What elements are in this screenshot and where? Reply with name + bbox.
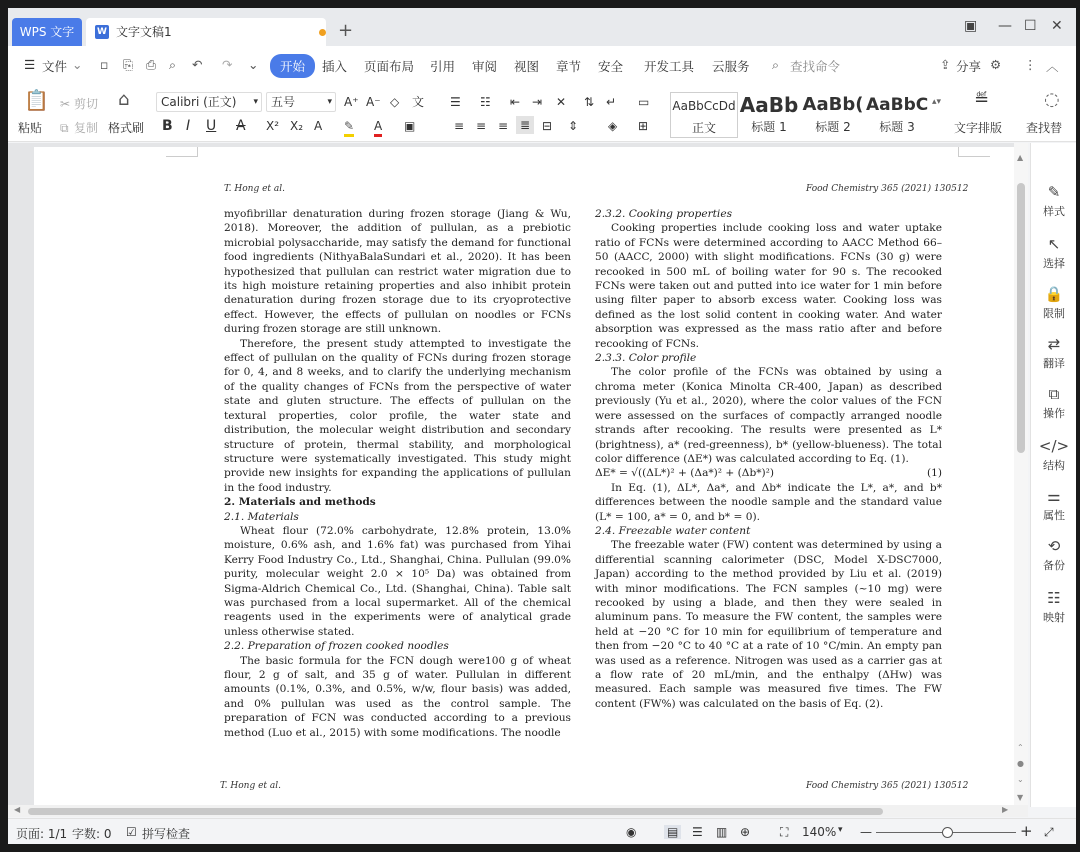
outline-view-icon[interactable]: ☰ <box>692 825 703 839</box>
search-icon[interactable]: ⌕ <box>772 57 780 72</box>
paragraph: The basic formula for the FCN dough were100 g of wheat flour, 2 g of salt, and 35 g of water. Pullulan in different amounts (0.1%, 0.3%, and 0.5%, w/w, flour basis) was added, and 0% pullulan was used as the control sample. The preparation of FCN was conducted according to a previous method (Luo et al., 2015) with some modifications. The noodle <box>224 654 571 739</box>
vertical-scrollbar[interactable] <box>1014 143 1028 807</box>
margin-mark <box>958 147 990 157</box>
pen-icon: ✎ <box>1047 183 1061 201</box>
style-preview: AaBbCcDd <box>672 99 736 113</box>
page-count[interactable]: 页面: 1/1 <box>16 827 68 841</box>
subscript-icon[interactable]: X₂ <box>290 119 304 133</box>
equation-body: ΔE* = √((ΔL*)² + (Δa*)² + (Δb*)²) <box>595 467 775 480</box>
code-icon: </> <box>1038 437 1070 455</box>
paragraph: myofibrillar denaturation during frozen storage (Jiang & Wu, 2018). Moreover, the addition of pullulan, as a prebiotic microbial polysaccharide, may satisfy the demand for functional food ingredients (NithyaBalaSundari et al., 2020). It has been hypothesized that pullulan can restrict water migration due to its high moisture retaining properties and also inhibit protein denaturation during frozen storage due to its cryoprotective effect. However, the effects of pullulan on noodles or FCNs during frozen storage are still unknown. <box>224 208 571 336</box>
menu-view[interactable]: 视图 <box>514 59 540 74</box>
style-heading-1[interactable] <box>738 92 800 138</box>
horizontal-scroll-thumb[interactable] <box>28 808 883 815</box>
minimize-button[interactable]: — <box>998 18 1012 34</box>
fullscreen-icon[interactable]: ⤢ <box>1044 825 1054 839</box>
font-family-value: Calibri (正文) <box>161 95 237 109</box>
menu-bar <box>8 46 1076 86</box>
horizontal-scrollbar[interactable] <box>8 805 1028 817</box>
grow-font-icon[interactable]: A⁺ <box>344 95 359 109</box>
page-view-icon[interactable]: ▤ <box>664 825 681 839</box>
line-spacing-icon[interactable]: ⇕ <box>568 119 579 133</box>
panel-restrict[interactable] <box>1031 285 1076 321</box>
menu-developer[interactable]: 开发工具 <box>644 59 695 74</box>
style-label: 标题 2 <box>815 120 851 134</box>
panel-label: 操作 <box>1043 407 1065 420</box>
new-tab-button[interactable]: + <box>338 20 354 41</box>
export-icon[interactable]: ⎘ <box>123 57 134 72</box>
panel-translate[interactable] <box>1031 335 1076 371</box>
share-icon[interactable]: ⇪ <box>940 57 951 72</box>
scroll-left-icon[interactable]: ◀ <box>14 805 21 814</box>
align-left-icon[interactable]: ≡ <box>454 119 465 133</box>
scroll-down-icon[interactable]: ▼ <box>1017 793 1024 802</box>
text-layout-button[interactable]: 文字排版 <box>954 121 1003 135</box>
style-heading-2[interactable] <box>802 92 864 138</box>
equation-number: (1) <box>926 467 942 480</box>
panel-mapping[interactable] <box>1031 589 1076 625</box>
prev-page-icon[interactable]: ⌃ <box>1017 743 1024 752</box>
tab-document[interactable] <box>86 18 326 46</box>
cursor-icon: ↖ <box>1047 235 1061 253</box>
scroll-up-icon[interactable]: ▲ <box>1017 153 1024 162</box>
caret-icon: ▾ <box>327 97 332 107</box>
panel-label: 映射 <box>1043 611 1065 624</box>
outdent-icon[interactable]: ⇤ <box>510 95 521 109</box>
app-window <box>8 8 1076 844</box>
fit-page-icon[interactable]: ⛶ <box>780 825 789 839</box>
copy-icon: ⧉ <box>60 121 69 135</box>
document-area <box>8 143 1028 807</box>
panel-select[interactable] <box>1031 235 1076 271</box>
align-center-icon[interactable]: ≡ <box>476 119 487 133</box>
find-icon[interactable]: ◌ <box>1044 89 1060 110</box>
next-page-icon[interactable]: ⌄ <box>1017 775 1024 784</box>
superscript-icon[interactable]: X² <box>266 119 280 133</box>
strikethrough-icon[interactable]: A <box>236 118 246 134</box>
font-size-select[interactable] <box>266 92 336 112</box>
menu-home[interactable]: 开始 <box>270 54 315 78</box>
panel-label: 选择 <box>1043 257 1065 270</box>
customize-icon[interactable]: ⌄ <box>248 57 259 72</box>
panel-structure[interactable] <box>1031 437 1076 473</box>
font-color-icon[interactable]: A <box>374 118 382 137</box>
section-heading: 2.3.2. Cooking properties <box>595 208 733 220</box>
char-border-icon[interactable]: ▣ <box>404 119 416 133</box>
panel-label: 翻译 <box>1043 357 1065 370</box>
web-view-icon[interactable]: ⊕ <box>740 825 751 839</box>
right-panel <box>1030 143 1076 807</box>
panel-styles[interactable] <box>1031 183 1076 219</box>
menu-security[interactable]: 安全 <box>598 59 624 74</box>
show-marks-icon[interactable]: ↵ <box>606 95 617 109</box>
cut-button[interactable]: 剪切 <box>74 97 99 111</box>
map-icon: ☷ <box>1047 589 1061 607</box>
scroll-right-icon[interactable]: ▶ <box>1002 805 1009 814</box>
shading-icon[interactable]: ◈ <box>608 119 618 133</box>
find-replace-button[interactable]: 查找替 <box>1026 121 1063 135</box>
doc-tab-label: 文字文稿1 <box>116 25 172 39</box>
style-label: 标题 3 <box>879 120 915 134</box>
equation <box>595 466 942 480</box>
menu-section[interactable]: 章节 <box>556 59 582 74</box>
menu-layout[interactable]: 页面布局 <box>364 59 415 74</box>
distribute-icon[interactable]: ⊟ <box>542 119 553 133</box>
style-preview: AaBb( <box>802 94 864 115</box>
menu-file[interactable]: 文件 <box>42 59 68 74</box>
menu-review[interactable]: 审阅 <box>472 59 498 74</box>
margin-mark <box>166 147 198 157</box>
bullets-icon[interactable]: ☰ <box>450 95 461 109</box>
ribbon-toolbar <box>8 86 1076 142</box>
section-heading: 2.4. Freezable water content <box>595 524 751 537</box>
page-header-left: T. Hong et al. <box>224 184 285 194</box>
redo-icon[interactable]: ↷ <box>222 57 233 72</box>
page-footer-left: T. Hong et al. <box>220 781 281 791</box>
bold-icon[interactable]: B <box>162 118 173 134</box>
select-browse-icon[interactable]: ● <box>1017 759 1024 768</box>
borders-icon[interactable]: ⊞ <box>638 119 649 133</box>
paragraph: Wheat flour (72.0% carbohydrate, 12.8% protein, 13.0% moisture, 0.6% ash, and 1.6% fat) was purchased from Yihai Kerry Food Industry Co., Ltd., Shanghai, China. Pullulan (99.0% purity, molecular weight 2.0 × 10⁵ Da) was obtained from Sigma-Aldrich Chemical Co., Ltd. (Shanghai, China). Table salt was purchased from a local supermarket. All of the chemical reagents used in the experiments were of analytical grade unless otherwise stated. <box>224 524 571 638</box>
section-heading: 2.1. Materials <box>224 510 299 523</box>
zoom-level[interactable]: 140% <box>802 825 837 839</box>
clear-format-icon[interactable]: ◇ <box>390 95 400 109</box>
left-column <box>224 207 571 740</box>
style-label: 正文 <box>691 121 716 135</box>
paste-button[interactable]: 粘贴 <box>18 121 43 135</box>
doc-icon: W <box>95 25 109 39</box>
panel-properties[interactable] <box>1031 487 1076 523</box>
paste-icon[interactable]: 📋 <box>24 88 49 112</box>
status-bar <box>8 818 1076 844</box>
menu-cloud[interactable]: 云服务 <box>712 59 750 74</box>
page-header-right: Food Chemistry 365 (2021) 130512 <box>806 184 969 194</box>
menu-reference[interactable]: 引用 <box>430 59 456 74</box>
shrink-font-icon[interactable]: A⁻ <box>366 95 381 109</box>
font-size-value: 五号 <box>271 95 296 109</box>
align-right-icon[interactable]: ≡ <box>498 119 509 133</box>
section-heading: 2.2. Preparation of frozen cooked noodles <box>224 640 449 653</box>
style-preview: AaBb <box>739 93 799 117</box>
chinese-layout-icon[interactable]: ✕ <box>556 95 567 109</box>
history-icon: ⟲ <box>1047 537 1061 555</box>
justify-icon[interactable]: ≣ <box>516 116 534 134</box>
print-icon[interactable]: ⎙ <box>146 57 157 72</box>
styles-scroll-icon[interactable]: ▴▾ <box>932 97 942 107</box>
spellcheck-icon[interactable]: ☑ <box>126 825 137 839</box>
paragraph: Therefore, the present study attempted to investigate the effect of pullulan on the quality of FCNs during frozen storage for 0, 4, and 8 weeks, and to clarify the underlying mechanism of the quality changes of FCNs from the perspective of water state and gluten structure. The effects of pullulan on the textural properties, color profile, the water state and distribution, the molecular weight distribution and secondary structure of protein, thermal stability, and morphological structure were systematically investigated. This study might provide new insights for expanding the applications of pullulan in the food industry. <box>224 337 571 494</box>
window-mode-icon[interactable]: ▣ <box>964 18 978 34</box>
close-button[interactable]: ✕ <box>1051 18 1063 34</box>
format-painter-button[interactable]: 格式刷 <box>108 121 145 135</box>
lock-icon: 🔒 <box>1044 285 1064 303</box>
sort-icon[interactable]: ⇅ <box>584 95 595 109</box>
document-page[interactable] <box>34 147 1014 807</box>
preview-icon[interactable]: ⌕ <box>169 57 177 72</box>
unsaved-dot <box>319 29 326 36</box>
more-icon[interactable]: ⋮ <box>1024 57 1037 72</box>
text-layout-icon[interactable]: ≝ <box>974 89 990 110</box>
maximize-button[interactable]: ☐ <box>1024 18 1037 34</box>
brush-icon: ⌂ <box>118 89 130 110</box>
paragraph: Cooking properties include cooking loss and water uptake ratio of FCNs were determined according to AACC Method 66–50 (AACC, 2000) with slight modifications. FCNs (30 g) were recooked in 500 mL of boiling water for 90 s. The recooked FCNs were taken out and putted into ice water for 1 min before using filter paper to absorb excess water. Cooking loss was defined as the lost solid content in cooking water. And water absorption was expressed as the mass ratio after and before recooking of FCNs. <box>595 222 942 350</box>
style-heading-3[interactable] <box>866 92 928 138</box>
menu-insert[interactable]: 插入 <box>322 59 348 74</box>
caret-icon: ▾ <box>253 97 258 107</box>
italic-icon[interactable]: I <box>186 118 191 134</box>
panel-label: 属性 <box>1043 509 1065 522</box>
numbering-icon[interactable]: ☷ <box>480 95 491 109</box>
zoom-caret-icon[interactable]: ▾ <box>838 825 843 835</box>
tab-wps[interactable]: WPS 文字 <box>12 18 82 46</box>
undo-icon[interactable]: ↶ <box>192 57 203 72</box>
paragraph: The freezable water (FW) content was determined by using a differential scanning calorimeter (DSC, Model X-DSC7000, Japan) according to the method provided by Liu et al. (2019) with minor modifications. The FCN samples (~10 mg) were recooked by using a blade, and then they were sealed in aluminum pans. To measure the FW content, the samples were held at −20 °C for 10 min for equilibrium of temperature and then from −20 °C to 40 °C at a rate of 10 °C/min. An empty pan was used as a reference. Nitrogen was used as a carrier gas at a flow rate of 20 mL/min, and the enthalpy (ΔHw) was measured. Each sample was measured five times. The FW content (FW%) was calculated on the basis of Eq. (2). <box>595 539 942 710</box>
highlight-icon[interactable]: ✎ <box>344 118 354 137</box>
text-effect-icon[interactable]: A <box>314 119 323 133</box>
collapse-ribbon-icon[interactable]: ︿ <box>1046 59 1059 74</box>
zoom-in-icon[interactable]: + <box>1020 822 1033 840</box>
right-column <box>595 207 942 711</box>
hamburger-icon[interactable]: ☰ <box>24 57 36 72</box>
share-button[interactable]: 分享 <box>956 59 982 74</box>
gear-icon[interactable]: ⚙ <box>990 57 1002 72</box>
operate-icon: ⧉ <box>1048 385 1060 403</box>
panel-backup[interactable] <box>1031 537 1076 573</box>
table-border-icon[interactable]: ▭ <box>638 95 650 109</box>
indent-icon[interactable]: ⇥ <box>532 95 543 109</box>
section-heading: 2. Materials and methods <box>224 496 376 509</box>
panel-label: 样式 <box>1043 205 1065 218</box>
section-heading: 2.3.3. Color profile <box>595 352 697 365</box>
style-label: 标题 1 <box>751 120 787 134</box>
underline-icon[interactable]: U <box>206 118 217 134</box>
search-command-input[interactable]: 查找命令 <box>790 59 841 74</box>
translate-icon: ⇄ <box>1047 335 1061 353</box>
panel-label: 备份 <box>1043 559 1065 572</box>
panel-operate[interactable] <box>1031 385 1076 421</box>
save-icon[interactable]: ▫ <box>100 57 109 72</box>
font-family-select[interactable] <box>156 92 262 112</box>
copy-button[interactable]: 复制 <box>74 121 99 135</box>
zoom-slider-thumb[interactable] <box>942 827 953 838</box>
page-footer-right: Food Chemistry 365 (2021) 130512 <box>806 781 969 791</box>
vertical-scroll-thumb[interactable] <box>1017 183 1025 453</box>
style-normal[interactable] <box>670 92 738 138</box>
spellcheck-button[interactable]: 拼写检查 <box>142 827 191 841</box>
zoom-out-icon[interactable]: — <box>860 825 872 839</box>
word-count[interactable]: 字数: 0 <box>72 827 112 841</box>
read-view-icon[interactable]: ▥ <box>716 825 728 839</box>
pinyin-icon[interactable]: 文 <box>412 95 425 109</box>
chevron-down-icon[interactable]: ⌄ <box>72 57 83 72</box>
eye-icon[interactable]: ◉ <box>626 825 637 839</box>
paragraph: The color profile of the FCNs was obtained by using a chroma meter (Konica Minolta CR-400, Japan) as described previously (Yu et al., 2020), where the color values of the FCN were assessed on the surfaces of compactly arranged noodle strands after recooking. The results were presented as L* (brightness), a* (red-greenness), b* (yellow-blueness). The total color difference (ΔE*) was calculated according to Eq. (1). <box>595 366 942 465</box>
sliders-icon: ⚌ <box>1047 487 1061 505</box>
panel-label: 结构 <box>1043 459 1065 472</box>
panel-label: 限制 <box>1043 307 1065 320</box>
title-bar <box>8 8 1076 46</box>
style-preview: AaBbC <box>866 95 928 115</box>
paragraph: In Eq. (1), ΔL*, Δa*, and Δb* indicate the L*, a*, and b* differences between the noodle sample and the standard value (L* = 100, a* = 0, and b* = 0). <box>595 481 942 523</box>
scissors-icon: ✂ <box>60 97 71 111</box>
